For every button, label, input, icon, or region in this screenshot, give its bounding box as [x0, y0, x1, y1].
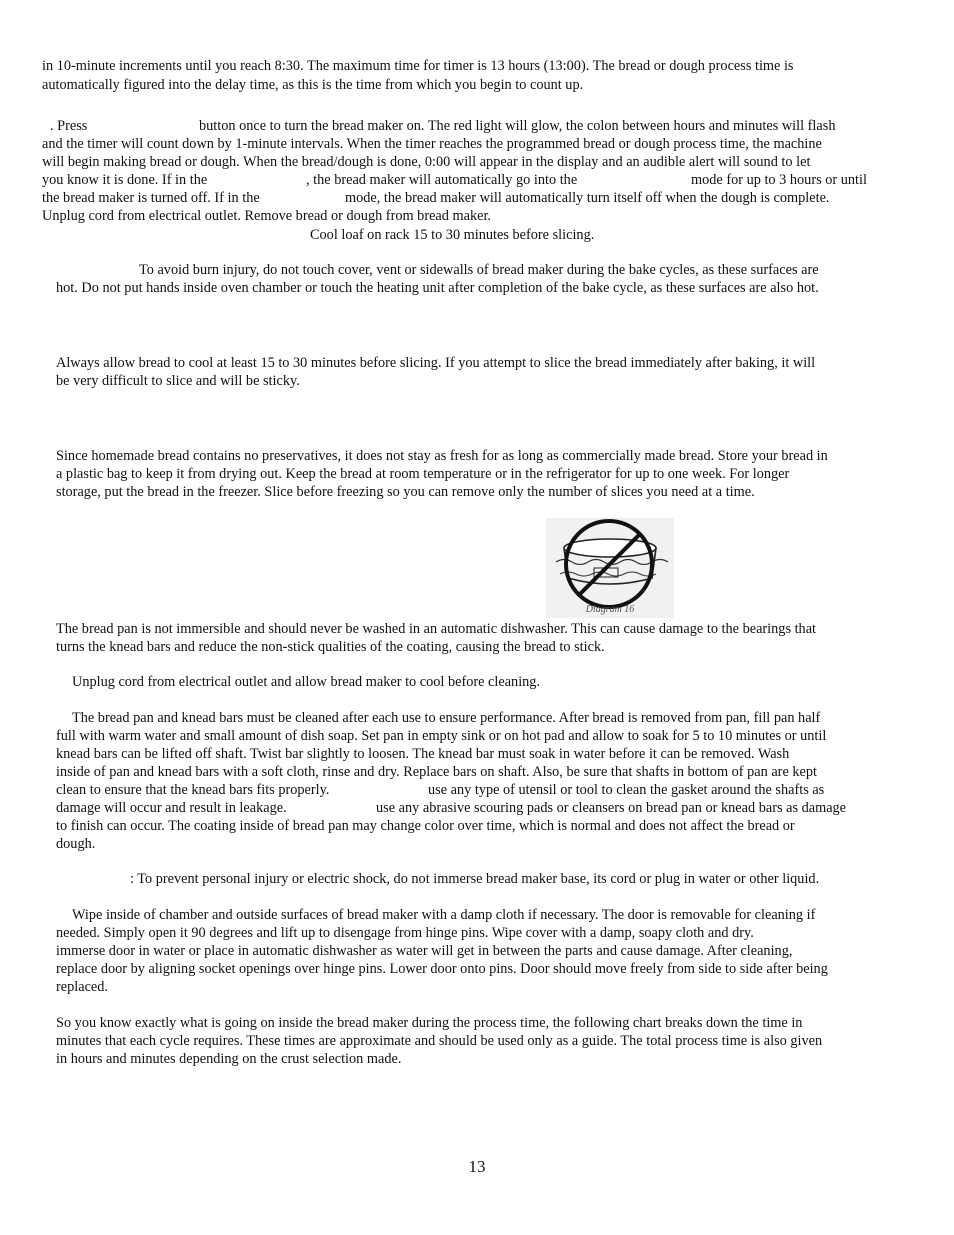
- wipe-text-line-4: replace door by aligning socket openings over hinge pins. Lower door onto pins. Door should move freely from side to side after being: [56, 961, 828, 977]
- cooling-text-line-1: Always allow bread to cool at least 15 to 30 minutes before slicing. If you attempt to slice the bread immediately after baking, it will: [56, 355, 816, 371]
- start-text-line-1b: button once to turn the bread maker on. The red light will glow, the colon between hours and minutes will flash: [199, 118, 836, 134]
- storing-text-line-2: a plastic bag to keep it from drying out. Keep the bread at room temperature or in the refrigerator for up to one week. For longer: [56, 466, 790, 482]
- chart-intro-text-line-3: in hours and minutes depending on the crust selection made.: [56, 1051, 402, 1067]
- start-text-line-5b: mode, the bread maker will automatically turn itself off when the dough is complete.: [345, 190, 830, 206]
- start-text-line-6: Unplug cord from electrical outlet. Remove bread or dough from bread maker.: [42, 208, 492, 224]
- start-text-line-5a: the bread maker is turned off. If in the: [42, 190, 260, 206]
- no-immerse-pan-illustration: [546, 518, 674, 618]
- cooling-text-line-2: be very difficult to slice and will be sticky.: [56, 373, 300, 389]
- cleaning-text-line-4: inside of pan and knead bars with a soft cloth, rinse and dry. Replace bars on shaft. Also, be sure that shafts in bottom of pan are kept: [56, 764, 817, 780]
- storing-text-line-3: storage, put the bread in the freezer. Slice before freezing so you can remove only the number of slices you need at a time.: [56, 484, 755, 500]
- timer-text-line-2: automatically figured into the delay time, as this is the time from which you begin to count up.: [42, 77, 584, 93]
- start-text-line-4b: , the bread maker will automatically go into the: [306, 172, 578, 188]
- chart-intro-text-line-1: So you know exactly what is going on inside the bread maker during the process time, the following chart breaks down the time in: [56, 1015, 803, 1031]
- wipe-text-line-3: immerse door in water or place in automatic dishwasher as water will get in between the parts and cause damage. After cleaning,: [56, 943, 793, 959]
- start-text-line-7: Cool loaf on rack 15 to 30 minutes before slicing.: [310, 227, 595, 243]
- cleaning-text-line-2: full with warm water and small amount of dish soap. Set pan in empty sink or on hot pad and allow to soak for 5 to 10 minutes or until: [56, 728, 827, 744]
- wipe-text-line-1: Wipe inside of chamber and outside surfaces of bread maker with a damp cloth if necessary. The door is removable for cleaning if: [72, 907, 816, 923]
- chart-intro-text-line-2: minutes that each cycle requires. These times are approximate and should be used only as a guide. The total process time is also given: [56, 1033, 823, 1049]
- start-text-line-1a: . Press: [50, 118, 88, 134]
- start-text-line-4a: you know it is done. If in the: [42, 172, 208, 188]
- cleaning-text-line-1: The bread pan and knead bars must be cleaned after each use to ensure performance. After bread is removed from pan, fill pan half: [72, 710, 821, 726]
- caution-text-line-2: hot. Do not put hands inside oven chamber or touch the heating unit after completion of the bake cycle, as these surfaces are also hot.: [56, 280, 819, 296]
- cleaning-text-line-8: dough.: [56, 836, 96, 852]
- page-number: 13: [468, 1157, 486, 1176]
- shock-warning-text: : To prevent personal injury or electric shock, do not immerse bread maker base, its cord or plug in water or other liquid.: [130, 871, 820, 887]
- cleaning-text-line-6b: use any abrasive scouring pads or cleansers on bread pan or knead bars as damage: [376, 800, 847, 816]
- wipe-text-line-2: needed. Simply open it 90 degrees and lift up to disengage from hinge pins. Wipe cover with a damp, soapy cloth and dry.: [56, 925, 754, 941]
- pan-care-text-line-1: The bread pan is not immersible and should never be washed in an automatic dishwasher. This can cause damage to the bearings that: [56, 621, 817, 637]
- unplug-text: Unplug cord from electrical outlet and allow bread maker to cool before cleaning.: [72, 674, 541, 690]
- cleaning-text-line-3: knead bars can be lifted off shaft. Twist bar slightly to loosen. The knead bar must soak in water before it can be removed. Wash: [56, 746, 790, 762]
- diagram-16-no-dishwasher: [546, 518, 674, 618]
- wipe-text-line-5: replaced.: [56, 979, 108, 995]
- cleaning-text-line-6a: damage will occur and result in leakage.: [56, 800, 287, 816]
- timer-text-line-1: in 10-minute increments until you reach 8:30. The maximum time for timer is 13 hours (13:00). The bread or dough process time is: [42, 58, 794, 74]
- pan-care-text-line-2: turns the knead bars and reduce the non-stick qualities of the coating, causing the bread to stick.: [56, 639, 605, 655]
- cleaning-text-line-5a: clean to ensure that the knead bars fits properly.: [56, 782, 330, 798]
- diagram-caption: Diagram 16: [585, 604, 635, 615]
- start-text-line-2: and the timer will count down by 1-minute intervals. When the timer reaches the programmed bread or dough process time, the machine: [42, 136, 822, 152]
- start-text-line-3: will begin making bread or dough. When the bread/dough is done, 0:00 will appear in the display and an audible alert will sound to let: [42, 154, 811, 170]
- caution-text-line-1: To avoid burn injury, do not touch cover, vent or sidewalls of bread maker during the bake cycles, as these surfaces are: [139, 262, 819, 278]
- start-text-line-4c: mode for up to 3 hours or until: [691, 172, 867, 188]
- cleaning-text-line-5b: use any type of utensil or tool to clean the gasket around the shafts as: [428, 782, 825, 798]
- storing-text-line-1: Since homemade bread contains no preservatives, it does not stay as fresh for as long as commercially made bread. Store your bread in: [56, 448, 828, 464]
- cleaning-text-line-7: to finish can occur. The coating inside of bread pan may change color over time, which is normal and does not affect the bread or: [56, 818, 795, 834]
